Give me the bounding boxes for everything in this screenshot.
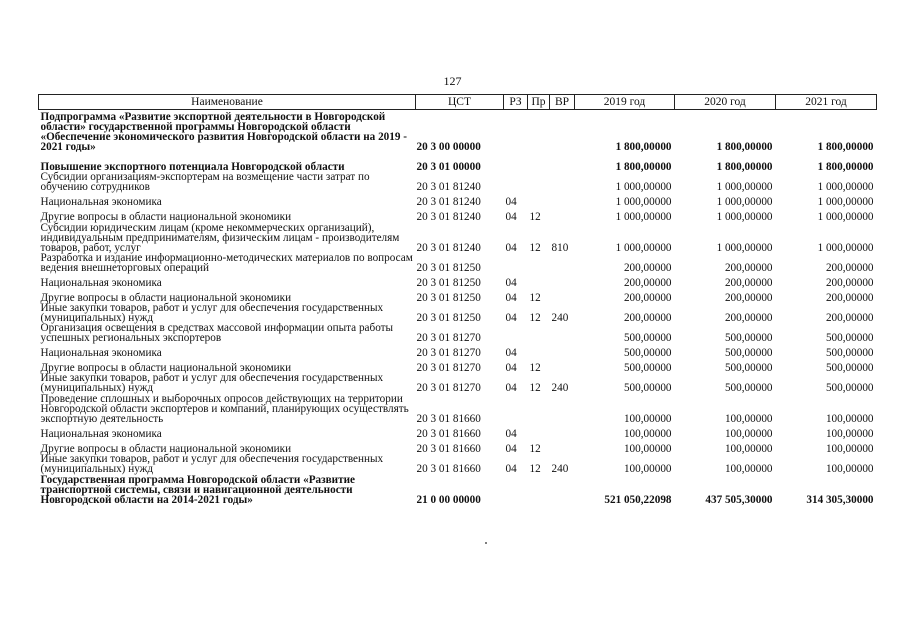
row-cst: 20 3 01 81240 [416,242,481,254]
row-name: Разработка и издание информационно-методических материалов по вопросам ведения внешнеторговых операций [40,252,413,274]
row-vr [550,343,575,358]
row-2019: 1 000,00000 [615,181,672,193]
table-row [39,222,877,253]
header-cst: ЦСТ [416,95,504,110]
row-2021: 200,00000 [825,277,874,289]
row-pr [528,323,550,343]
row-2021: 100,00000 [825,413,874,425]
row-cst: 21 0 00 00000 [416,494,481,506]
row-2019: 200,00000 [623,292,672,304]
row-name: Иные закупки товаров, работ и услуг для обеспечения государственных (муниципальных) нужд [40,453,384,475]
row-2021: 200,00000 [825,312,874,324]
row-cst: 20 3 01 81250 [416,292,481,304]
row-cst: 20 3 00 00000 [416,141,481,153]
row-rz: 04 [505,196,517,208]
row-pr [528,393,550,424]
row-name: Другие вопросы в области национальной экономики [40,443,292,455]
row-name: Национальная экономика [40,347,162,359]
row-rz: 04 [505,443,517,455]
table-row [39,358,877,373]
row-2019: 100,00000 [623,413,672,425]
row-2021: 1 000,00000 [817,242,874,254]
row-vr [550,288,575,303]
row-pr [528,424,550,439]
row-name: Государственная программа Новгородской области «Развитие транспортной системы, связи и навигационной деятельности Новгородской области на 2014-2021 годы» [40,474,356,506]
row-2019: 1 000,00000 [615,196,672,208]
row-vr: 240 [551,463,569,475]
row-cst: 20 3 01 81270 [416,347,481,359]
row-rz: 04 [505,347,517,359]
table-row [39,288,877,303]
row-2019: 500,00000 [623,332,672,344]
row-2020: 1 000,00000 [716,242,773,254]
row-rz: 04 [505,211,517,223]
row-2021: 314 305,30000 [806,494,874,506]
header-2019: 2019 год [575,95,675,110]
row-2019: 500,00000 [623,347,672,359]
row-2019: 1 800,00000 [615,141,672,153]
row-vr [550,393,575,424]
row-2021: 200,00000 [825,292,874,304]
row-cst: 20 3 01 81250 [416,277,481,289]
row-cst: 20 3 01 81660 [416,463,481,475]
row-2021: 500,00000 [825,362,874,374]
row-pr [528,192,550,207]
row-2020: 1 000,00000 [716,196,773,208]
row-pr: 12 [529,382,541,394]
row-2019: 500,00000 [623,362,672,374]
header-2020: 2020 год [675,95,776,110]
row-vr: 810 [551,242,569,254]
row-pr: 12 [529,362,541,374]
table-row [39,253,877,273]
row-2020: 100,00000 [724,413,773,425]
row-2019: 500,00000 [623,382,672,394]
row-cst: 20 3 01 81660 [416,443,481,455]
table-row [39,474,877,505]
row-2019: 1 800,00000 [615,161,672,173]
row-vr [550,358,575,373]
header-vr: ВР [550,95,575,110]
row-2019: 200,00000 [623,277,672,289]
row-vr [550,207,575,222]
table-row [39,152,877,172]
row-rz [504,253,528,273]
row-cst: 20 3 01 81240 [416,196,481,208]
row-vr [550,152,575,172]
row-name: Подпрограмма «Развитие экспортной деятельности в Новгородской области» государственной программы Новгородской области «Обеспечение экономического развития Новгородской области на 2019 - 2021 годы» [40,111,407,153]
row-pr [528,152,550,172]
row-pr: 12 [529,443,541,455]
row-2019: 100,00000 [623,428,672,440]
row-2021: 1 000,00000 [817,196,874,208]
table-row [39,454,877,474]
row-cst: 20 3 01 81270 [416,382,481,394]
row-name: Иные закупки товаров, работ и услуг для обеспечения государственных (муниципальных) нужд [40,372,384,394]
row-rz: 04 [505,312,517,324]
row-2020: 500,00000 [724,347,773,359]
row-2020: 1 000,00000 [716,211,773,223]
row-2020: 100,00000 [724,443,773,455]
row-2020: 200,00000 [724,277,773,289]
row-2020: 437 505,30000 [705,494,773,506]
row-rz: 04 [505,242,517,254]
row-name: Субсидии юридическим лицам (кроме некоммерческих организаций), индивидуальным предпринимателям, физическим лицам - производителям товаров, работ, услуг [40,222,400,254]
row-rz [504,172,528,192]
row-2020: 200,00000 [724,262,773,274]
row-name: Иные закупки товаров, работ и услуг для обеспечения государственных (муниципальных) нужд [40,302,384,324]
row-rz: 04 [505,362,517,374]
budget-table [38,94,877,505]
row-pr: 12 [529,211,541,223]
header-pr: Пр [528,95,550,110]
row-2021: 1 800,00000 [817,161,874,173]
table-row [39,343,877,358]
row-cst: 20 3 01 00000 [416,161,481,173]
row-rz [504,474,528,505]
table-row [39,110,877,153]
row-2019: 200,00000 [623,262,672,274]
row-name: Другие вопросы в области национальной экономики [40,211,292,223]
row-cst: 20 3 01 81660 [416,413,481,425]
row-vr: 240 [551,312,569,324]
row-pr [528,343,550,358]
row-name: Национальная экономика [40,428,162,440]
row-cst: 20 3 01 81270 [416,332,481,344]
row-vr [550,192,575,207]
row-cst: 20 3 01 81270 [416,362,481,374]
row-2020: 1 000,00000 [716,181,773,193]
row-pr [528,172,550,192]
row-2020: 500,00000 [724,362,773,374]
row-2019: 521 050,22098 [604,494,672,506]
table-row [39,424,877,439]
row-name: Другие вопросы в области национальной экономики [40,292,292,304]
row-2021: 500,00000 [825,347,874,359]
row-2020: 100,00000 [724,463,773,475]
row-cst: 20 3 01 81250 [416,262,481,274]
row-pr: 12 [529,312,541,324]
row-vr [550,110,575,153]
row-name: Проведение сплошных и выборочных опросов действующих на территории Новгородской области экспортеров и компаний, планирующих осуществлять экспортную деятельность [40,393,409,425]
row-pr [528,474,550,505]
page-number: 127 [443,74,462,88]
row-rz [504,393,528,424]
row-vr [550,253,575,273]
row-2019: 1 000,00000 [615,242,672,254]
row-rz [504,323,528,343]
row-2020: 1 800,00000 [716,141,773,153]
row-pr [528,110,550,153]
row-2021: 200,00000 [825,262,874,274]
row-vr [550,439,575,454]
table-row [39,273,877,288]
row-pr: 12 [529,292,541,304]
row-2021: 500,00000 [825,332,874,344]
row-2020: 200,00000 [724,312,773,324]
row-rz: 04 [505,277,517,289]
row-cst: 20 3 01 81250 [416,312,481,324]
row-vr [550,424,575,439]
row-vr [550,172,575,192]
row-2021: 1 000,00000 [817,181,874,193]
header-name: Наименование [39,95,416,110]
row-vr [550,474,575,505]
scan-speck [485,542,487,544]
row-pr: 12 [529,242,541,254]
row-2021: 100,00000 [825,428,874,440]
row-2019: 100,00000 [623,463,672,475]
table-row [39,207,877,222]
header-rz: РЗ [504,95,528,110]
row-rz: 04 [505,463,517,475]
table-row [39,393,877,424]
row-2021: 100,00000 [825,443,874,455]
row-2020: 100,00000 [724,428,773,440]
row-2021: 1 800,00000 [817,141,874,153]
row-name: Другие вопросы в области национальной экономики [40,362,292,374]
header-2021: 2021 год [776,95,877,110]
row-2019: 200,00000 [623,312,672,324]
row-name: Субсидии организациям-экспортерам на возмещение части затрат по обучению сотрудников [40,171,370,193]
row-2021: 100,00000 [825,463,874,475]
row-rz [504,110,528,153]
row-2020: 200,00000 [724,292,773,304]
row-2021: 1 000,00000 [817,211,874,223]
row-2020: 500,00000 [724,332,773,344]
row-pr [528,253,550,273]
row-vr [550,323,575,343]
row-name: Национальная экономика [40,277,162,289]
row-rz: 04 [505,382,517,394]
row-name: Национальная экономика [40,196,162,208]
row-name: Организация освещения в средствах массовой информации опыта работы успешных региональных экспортеров [40,322,394,344]
table-row [39,439,877,454]
row-2020: 1 800,00000 [716,161,773,173]
row-cst: 20 3 01 81240 [416,211,481,223]
row-vr: 240 [551,382,569,394]
row-vr [550,273,575,288]
table-row [39,303,877,323]
row-2019: 100,00000 [623,443,672,455]
row-name: Повышение экспортного потенциала Новгородской области [40,161,345,173]
row-rz [504,152,528,172]
table-row [39,323,877,343]
table-row [39,172,877,192]
row-pr [528,273,550,288]
row-cst: 20 3 01 81660 [416,428,481,440]
row-pr: 12 [529,463,541,475]
row-rz: 04 [505,292,517,304]
row-2020: 500,00000 [724,382,773,394]
table-row [39,373,877,393]
row-2019: 1 000,00000 [615,211,672,223]
table-header-row [39,95,877,110]
table-row [39,192,877,207]
row-cst: 20 3 01 81240 [416,181,481,193]
row-2021: 500,00000 [825,382,874,394]
row-rz: 04 [505,428,517,440]
